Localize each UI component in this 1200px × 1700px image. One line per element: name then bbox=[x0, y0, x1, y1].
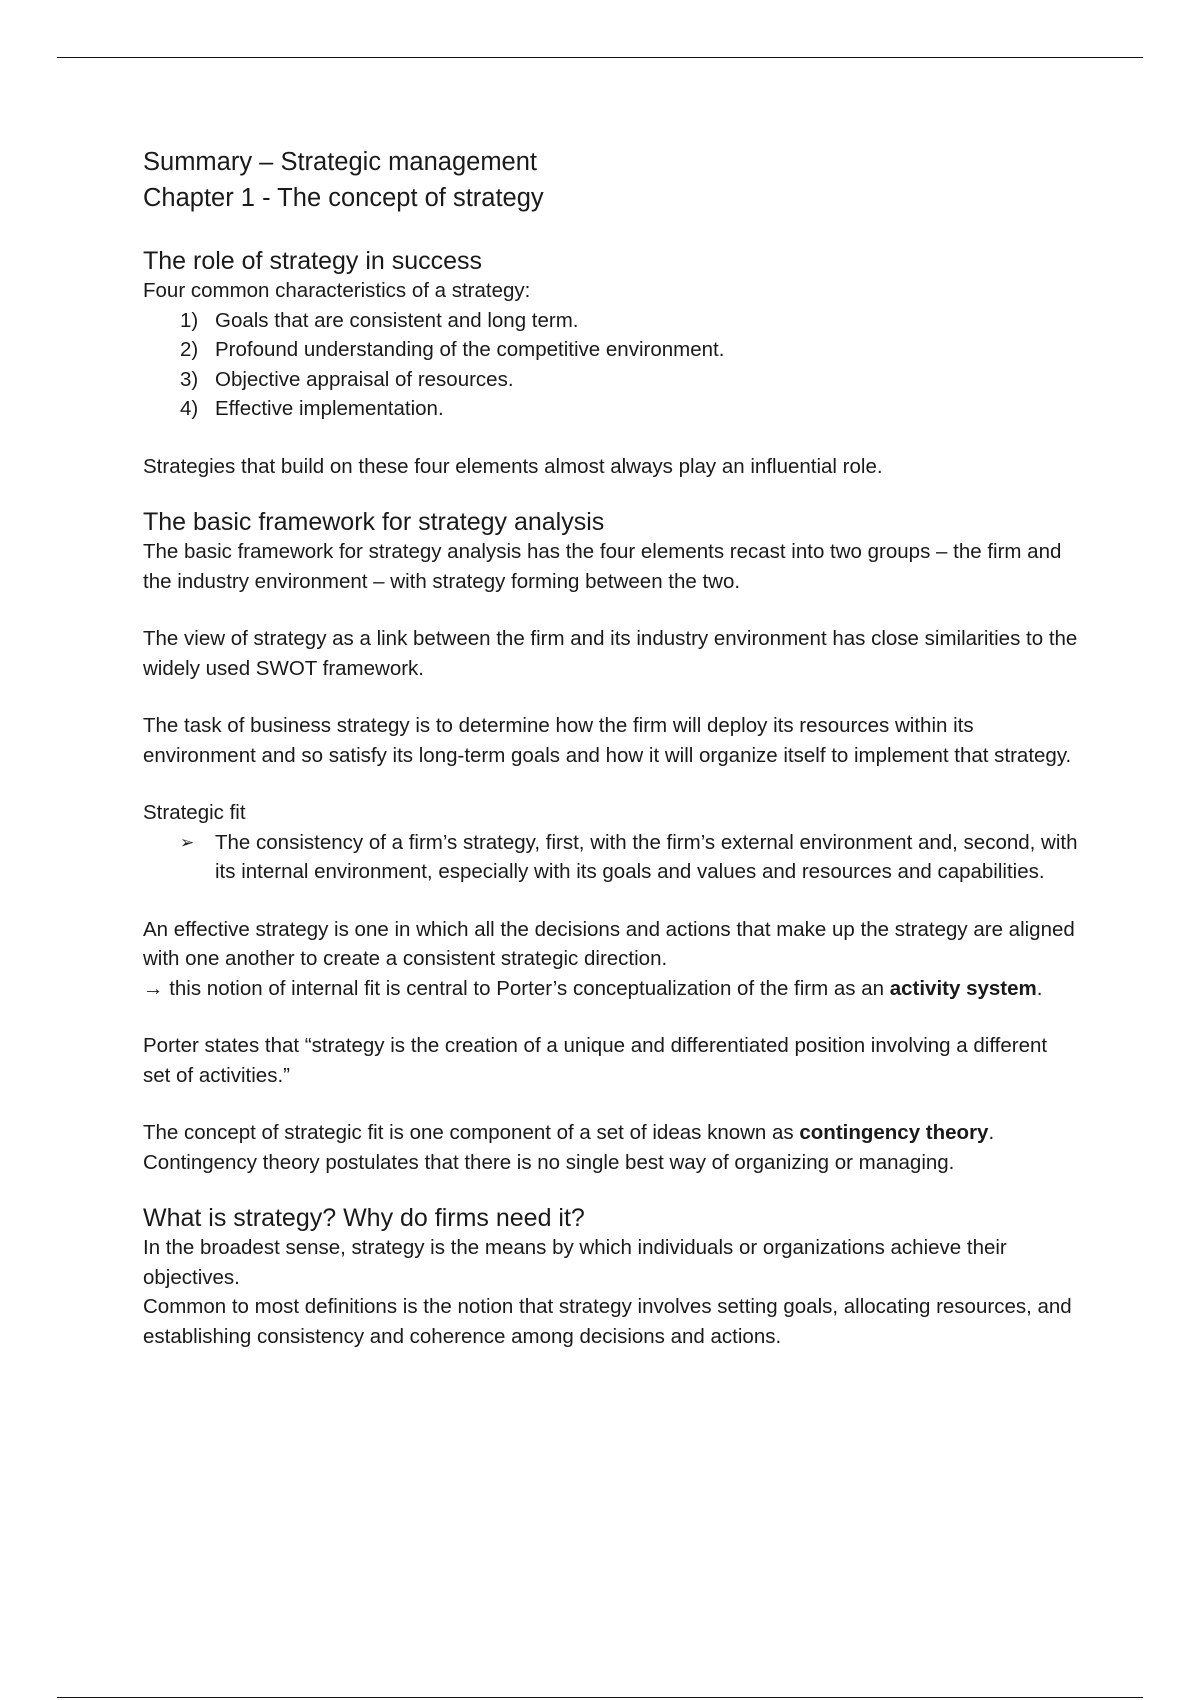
contingency-intro: The concept of strategic fit is one component of a set of ideas known as bbox=[143, 1121, 800, 1144]
list-number: 1) bbox=[180, 308, 199, 332]
list-text: Objective appraisal of resources. bbox=[215, 367, 514, 391]
paragraph: The view of strategy as a link between the firm and its industry environment has close similarities to the widely used SWOT framework. bbox=[143, 627, 1078, 680]
list-number: 4) bbox=[180, 397, 199, 420]
paragraph: The task of business strategy is to determine how the firm will deploy its resources within its environment and so satisfy its long-term goals and how it will organize itself to implement that strategy. bbox=[143, 714, 1072, 767]
list-number: 3) bbox=[180, 367, 199, 391]
arrow-bullet-icon: ➢ bbox=[180, 832, 195, 852]
strategic-fit-label: Strategic fit bbox=[143, 801, 246, 824]
contingency-rest: . Contingency theory postulates that there is no single best way of organizing or managing. bbox=[143, 1121, 995, 1174]
section-heading-framework: The basic framework for strategy analysis bbox=[143, 508, 605, 536]
section-heading-role: The role of strategy in success bbox=[143, 247, 483, 275]
list-item bbox=[180, 335, 1078, 365]
list-item bbox=[180, 828, 1078, 887]
strategic-fit-list bbox=[143, 828, 1078, 887]
section-heading-what-is-strategy: What is strategy? Why do firms need it? bbox=[143, 1204, 585, 1232]
document-body bbox=[143, 144, 1078, 1351]
arrow-note-text: → this notion of internal fit is central to Porter’s conceptualization of the firm as an bbox=[143, 976, 890, 1000]
list-number: 2) bbox=[180, 338, 199, 361]
bold-term-contingency-theory: contingency theory bbox=[799, 1121, 989, 1144]
punctuation: . bbox=[1036, 976, 1043, 1000]
paragraph: Strategies that build on these four elements almost always play an influential role. bbox=[143, 454, 883, 478]
chapter-title: Chapter 1 - The concept of strategy bbox=[143, 184, 544, 212]
paragraph: In the broadest sense, strategy is the means by which individuals or organizations achieve their objectives. bbox=[143, 1236, 1007, 1289]
list-item bbox=[180, 394, 1078, 424]
paragraph-quote: Porter states that “strategy is the creation of a unique and differentiated position involving a different set of activities.” bbox=[143, 1034, 1048, 1087]
paragraph: Common to most definitions is the notion that strategy involves setting goals, allocating resources, and establishing consistency and coherence among decisions and actions. bbox=[143, 1295, 1072, 1348]
document-title: Summary – Strategic management bbox=[143, 148, 538, 176]
paragraph-contingency bbox=[143, 1118, 1078, 1177]
paragraph-arrow-note bbox=[143, 974, 1078, 1004]
list-text: Effective implementation. bbox=[215, 397, 444, 420]
section-intro: Four common characteristics of a strategy: bbox=[143, 279, 531, 302]
list-text: Goals that are consistent and long term. bbox=[215, 308, 579, 332]
list-item bbox=[180, 306, 1078, 336]
list-text: The consistency of a firm’s strategy, first, with the firm’s external environment and, second, with its internal environment, especially with its goals and values and resources and capabilities. bbox=[215, 830, 1078, 883]
list-item bbox=[180, 365, 1078, 395]
footer-rule bbox=[57, 1697, 1143, 1698]
list-text: Profound understanding of the competitive environment. bbox=[215, 338, 725, 361]
characteristics-list bbox=[143, 306, 1078, 424]
paragraph: The basic framework for strategy analysis has the four elements recast into two groups – the firm and the industry environment – with strategy forming between the two. bbox=[143, 540, 1062, 593]
bold-term-activity-system: activity system bbox=[889, 976, 1037, 1000]
header-rule bbox=[57, 57, 1143, 58]
paragraph: An effective strategy is one in which all the decisions and actions that make up the strategy are aligned with one another to create a consistent strategic direction. bbox=[143, 917, 1075, 970]
